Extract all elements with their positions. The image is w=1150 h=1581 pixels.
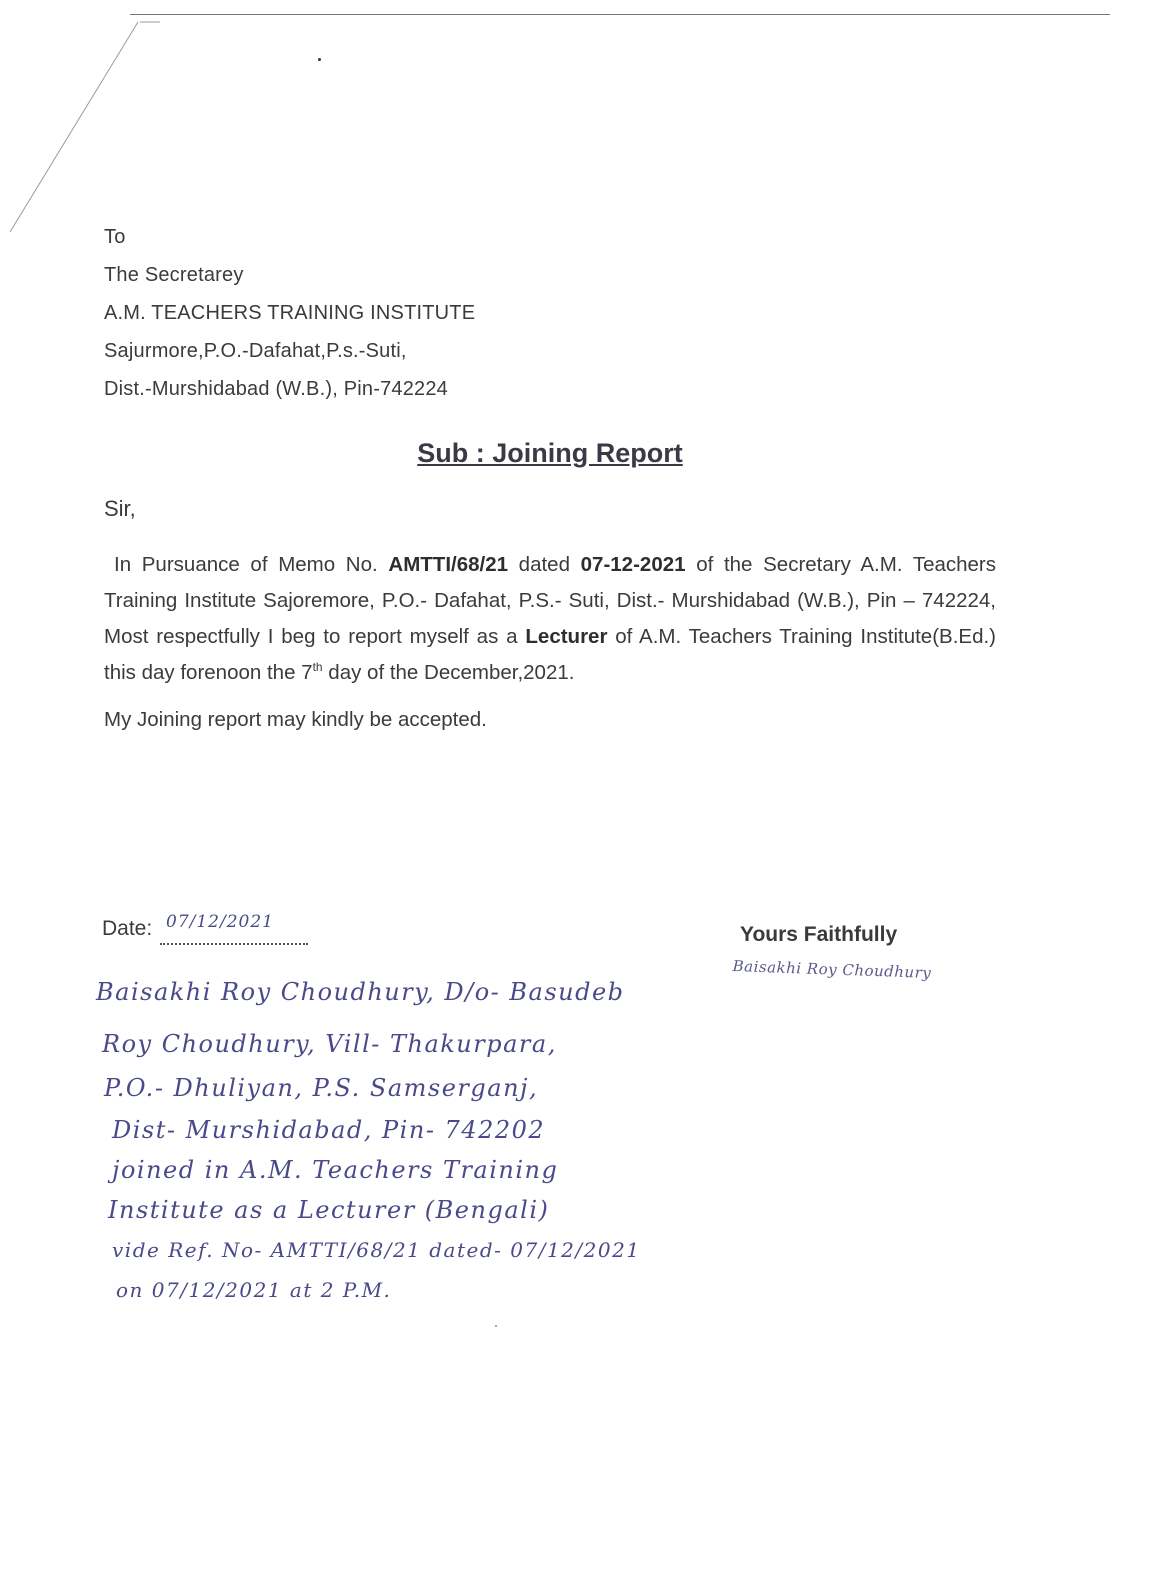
to-label: To [104,226,126,248]
scan-speck [318,58,321,61]
body-text-5: day of the December,2021. [322,661,575,684]
handwritten-line: Dist- Murshidabad, Pin- 742202 [112,1116,546,1144]
signature: Baisakhi Roy Choudhury [732,957,932,982]
salutation: Sir, [104,496,136,521]
handwritten-line: on 07/12/2021 at 2 P.M. [116,1278,392,1302]
body-text-2: dated [508,553,581,576]
post-title: Lecturer [525,625,608,648]
handwritten-line: P.O.- Dhuliyan, P.S. Samserganj, [104,1074,539,1102]
memo-date: 07-12-2021 [580,553,686,576]
subject-heading: Sub : Joining Report [417,438,683,468]
date-handwritten: 07/12/2021 [166,912,274,932]
handwritten-line: joined in A.M. Teachers Training [112,1156,559,1184]
handwritten-line: Roy Choudhury, Vill- Thakurpara, [102,1030,557,1058]
scan-speck [495,1325,497,1327]
handwritten-line: Institute as a Lecturer (Bengali) [108,1196,550,1224]
closing-yours-faithfully: Yours Faithfully [740,923,898,946]
memo-number: AMTTI/68/21 [388,553,509,576]
body-paragraph [104,547,996,691]
recipient-address-1: Sajurmore,P.O.-Dafahat,P.s.-Suti, [104,340,407,362]
handwritten-line: Baisakhi Roy Choudhury, D/o- Basudeb [96,978,625,1006]
ordinal-suffix: th [312,660,323,675]
date-label: Date: [102,917,153,940]
page-fold-mark [0,0,160,240]
body-text-3: of the Secretary A.M. Teachers Training Institute Sajoremore, P.O.- Dafahat, P.S.- Suti, Dist.- Murshidabad (W.B.), Pin – 742224, Most respectfully I beg to report myself as a [104,553,996,648]
page-edge [130,14,1110,15]
acceptance-line: My Joining report may kindly be accepted. [104,708,487,731]
recipient-designation: The Secretarey [104,264,244,286]
recipient-institute: A.M. TEACHERS TRAINING INSTITUTE [104,302,476,324]
recipient-address-2: Dist.-Murshidabad (W.B.), Pin-742224 [104,378,449,400]
handwritten-line: vide Ref. No- AMTTI/68/21 dated- 07/12/2021 [112,1238,641,1262]
body-text-1: In Pursuance of Memo No. [114,553,389,576]
body-text-4: of A.M. Teachers Training Institute(B.Ed.) this day forenoon the 7 [104,625,996,684]
